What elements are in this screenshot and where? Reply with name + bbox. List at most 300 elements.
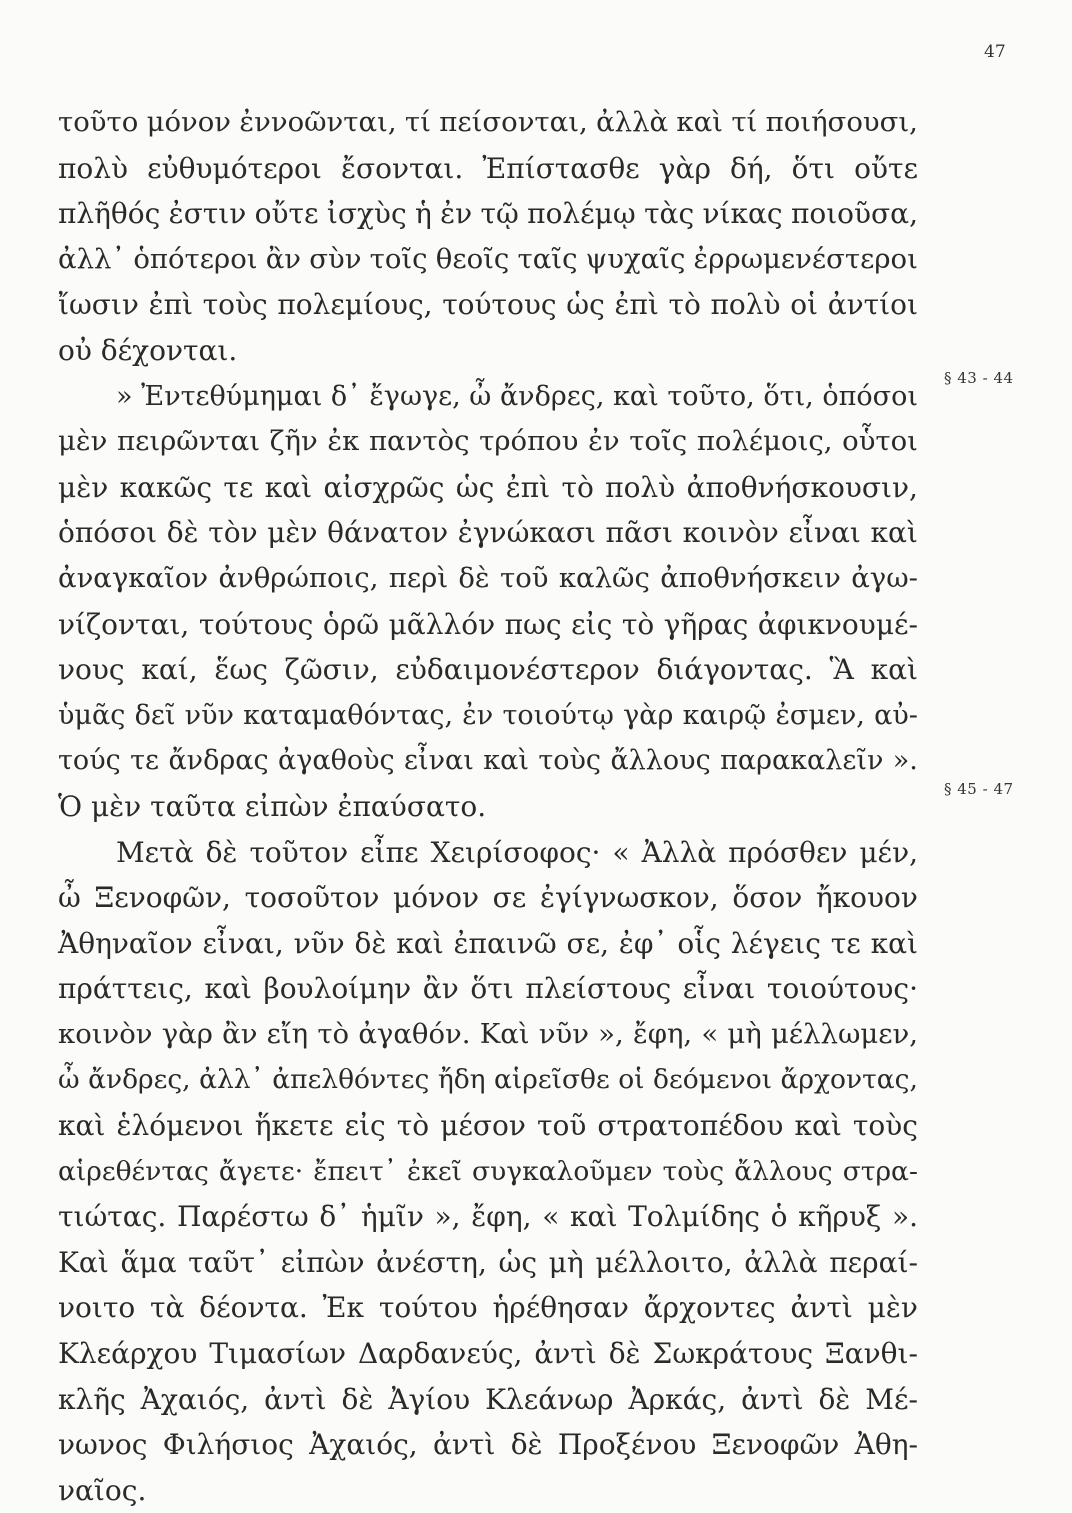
word: ἐννοῶνται, — [239, 106, 397, 138]
text-line — [58, 100, 918, 146]
word: Σωκράτους — [652, 1337, 814, 1371]
word: καὶ — [264, 470, 313, 504]
word: Ἀθηναῖον — [58, 926, 193, 960]
word: Ἀρκάς, — [628, 1382, 727, 1416]
word: μὲν — [58, 470, 109, 504]
word: δὲ — [818, 1382, 851, 1416]
word: Δαρδανεύς, — [357, 1337, 523, 1371]
word: τὰ — [150, 1291, 185, 1325]
word: καὶ — [870, 653, 918, 687]
word: τε — [130, 745, 160, 777]
word: δὲ — [608, 1337, 641, 1371]
word: ὁρῶ — [322, 607, 380, 641]
word: νῦν — [184, 699, 234, 731]
word: μόνον — [393, 881, 479, 915]
word: καὶ — [870, 516, 918, 550]
word: ὡς — [498, 1245, 538, 1279]
word: καὶ — [58, 1109, 106, 1143]
word: Κλεάρχου — [58, 1337, 198, 1371]
word: τῷ — [480, 197, 519, 231]
word: μὲν — [58, 425, 108, 458]
word: σε — [492, 881, 527, 915]
word: « — [542, 1200, 560, 1234]
text-line — [58, 966, 918, 1012]
word: ὅσον — [732, 881, 803, 915]
word: ἀλλὰ — [744, 1245, 818, 1279]
word: », — [434, 1200, 461, 1234]
word: ζῆν — [269, 425, 318, 458]
word: ἐκ — [327, 425, 360, 458]
text-line — [58, 1149, 918, 1195]
word: ἐγίγνωσκον, — [539, 881, 719, 915]
word: αὐ- — [874, 699, 918, 731]
word: ἐγνώκασι — [457, 516, 596, 550]
text-line — [58, 191, 918, 237]
word: ἀλλ᾽ — [199, 1064, 264, 1096]
word: εἰς — [571, 607, 613, 641]
word: τὸ — [561, 470, 594, 504]
word: ὁπότεροι — [133, 242, 258, 275]
word: δ᾽ — [330, 380, 361, 412]
text-line — [58, 328, 918, 374]
word: « — [612, 835, 630, 869]
word: γῆρας — [663, 607, 749, 641]
word: ἐν — [440, 197, 473, 231]
word: καὶ — [870, 926, 918, 960]
word: ποιοῦσα, — [790, 197, 918, 231]
text-line — [58, 875, 918, 921]
word: οὗτοι — [842, 425, 918, 458]
word: νῦν — [538, 1017, 589, 1050]
word: Ἀχαιός, — [140, 1382, 250, 1416]
word: πολὺ — [710, 288, 781, 322]
word: ἐν — [588, 425, 620, 458]
word: ὡς — [566, 288, 605, 322]
word: ἔγωγε, — [369, 380, 461, 412]
word: παρακαλεῖν — [720, 745, 884, 777]
text-line — [58, 1194, 918, 1240]
word: σε, — [566, 926, 610, 960]
text-line — [58, 1012, 918, 1058]
word: ὅτι, — [763, 380, 814, 412]
word: ἀφικνουμέ- — [757, 607, 918, 641]
word: ἄλλους — [610, 745, 711, 777]
text-line — [58, 1468, 918, 1513]
word: τε — [830, 926, 861, 960]
word: οὔτε — [254, 197, 319, 231]
word: ἄνδρες, — [499, 380, 605, 412]
word: κοινὸν — [58, 1017, 153, 1050]
page-number: 47 — [984, 42, 1006, 62]
word: Ἀχαιός, — [309, 1428, 418, 1462]
word: καλῶς — [558, 561, 650, 594]
text-line — [58, 282, 918, 328]
word: παντὸς — [368, 425, 470, 458]
word: ἀγω- — [851, 561, 918, 594]
word: αἱρεῖσθε — [493, 1064, 610, 1096]
text-line — [58, 1377, 918, 1423]
margin-note-section-43-44: § 43 - 44 — [944, 369, 1014, 387]
word: γὰρ — [658, 151, 711, 185]
word: στρατοπέδου — [597, 1109, 784, 1143]
word: σὺν — [309, 242, 362, 275]
word: ἀντὶ — [741, 1382, 804, 1416]
word: ἐν — [462, 699, 494, 731]
word: γὰρ — [161, 1017, 213, 1050]
word: ἄρχοντας, — [780, 1064, 918, 1096]
word: ἐπὶ — [148, 288, 193, 322]
word: νίκας — [702, 197, 783, 231]
word: πλῆθός — [58, 197, 161, 231]
word: καὶ — [794, 1109, 842, 1143]
word: ἡ — [414, 197, 432, 231]
word: ὁπόσοι — [58, 516, 158, 550]
word: ἅμα — [120, 1245, 177, 1279]
word: καί, — [141, 653, 198, 687]
word: τοιούτῳ — [502, 699, 614, 731]
word: ἀλλ᾽ — [58, 242, 126, 275]
word: μὲν — [867, 1291, 918, 1325]
text-line — [58, 602, 918, 648]
word: Ξανθι- — [825, 1337, 918, 1371]
word: Καὶ — [479, 1017, 530, 1050]
word: μὴ — [548, 1245, 584, 1279]
word: τὸ — [668, 288, 701, 322]
word: τί — [404, 106, 431, 138]
word: πολέμῳ — [527, 197, 636, 231]
word: νους — [58, 653, 125, 687]
text-line — [58, 374, 918, 420]
word: τοῖς — [369, 242, 428, 275]
word: Τολμίδης — [628, 1200, 760, 1234]
word: μέσον — [440, 1109, 526, 1143]
word: πολὺ — [58, 151, 129, 185]
word: ἥκετε — [254, 1109, 334, 1143]
word: « — [701, 1017, 719, 1050]
word: νῦν — [293, 926, 345, 960]
word: ἐπαινῶ — [453, 926, 557, 960]
word: μέλλοιτο, — [595, 1245, 733, 1279]
word: τούς — [58, 745, 121, 777]
word: μόνον — [146, 106, 232, 138]
word: Χειρίσοφος· — [430, 835, 601, 869]
text-line-content: Ὁ μὲν ταῦτα εἰπὼν ἐπαύσατο. — [58, 789, 487, 823]
word: πολεμίους, — [277, 288, 433, 322]
text-line — [58, 784, 918, 830]
word: Ἀγίου — [388, 1382, 471, 1416]
word: μὴ — [727, 1017, 762, 1050]
word: ἀντὶ — [534, 1337, 597, 1371]
word: ὑμᾶς — [58, 699, 126, 731]
word: δή, — [730, 151, 773, 185]
word: ἄρχοντες — [643, 1291, 776, 1325]
word: περὶ — [388, 561, 449, 594]
text-line-content: οὐ δέχονται. — [58, 333, 238, 367]
word: ἐπὶ — [614, 288, 659, 322]
text-line — [58, 1285, 918, 1331]
word: ἀπελθόντες — [272, 1064, 430, 1096]
word: Κλεάνωρ — [485, 1382, 614, 1416]
word: ὅτι — [470, 972, 514, 1006]
word: καὶ — [676, 106, 723, 138]
word: τοῦ — [536, 1109, 587, 1143]
word: Ξενοφῶν — [711, 1428, 840, 1462]
word: καὶ — [570, 1200, 618, 1234]
word: καταμαθόντας, — [243, 699, 454, 731]
word: Φιλήσιος — [162, 1428, 294, 1462]
word: καὶ — [613, 380, 659, 412]
word: ὡς — [455, 470, 495, 504]
word: μὲν — [267, 516, 318, 550]
word: Ἐκ — [322, 1291, 365, 1325]
word: τούτους — [198, 607, 314, 641]
word: δεῖ — [134, 699, 176, 731]
word: ἔπειτ᾽ — [313, 1155, 397, 1187]
word: καὶ — [483, 745, 529, 777]
word: πράττεις, — [58, 972, 193, 1006]
word: ἔφη, — [632, 1017, 693, 1050]
word: διάγοντας. — [656, 653, 813, 687]
word: τιώτας. — [58, 1200, 167, 1234]
word: ἐρρωμενέστεροι — [693, 242, 918, 275]
word: τοὺς — [852, 1109, 918, 1143]
word: μᾶλλόν — [388, 607, 496, 641]
word: οὔτε — [854, 151, 918, 185]
word: κακῶς — [119, 470, 213, 504]
word: βουλοίμην — [263, 972, 412, 1006]
word: οἱ — [618, 1064, 645, 1096]
word: τρόπου — [479, 425, 579, 458]
word: πείσονται, — [439, 106, 588, 138]
word: εὐδαιμονέστερον — [395, 653, 640, 687]
word: δὲ — [354, 926, 387, 960]
word: Παρέστω — [176, 1200, 309, 1234]
word: εἶναι — [682, 972, 756, 1006]
word: στρα- — [842, 1155, 918, 1187]
word: ἡρέθησαν — [492, 1291, 629, 1325]
word: Καὶ — [58, 1245, 109, 1279]
word: λέγεις — [730, 926, 821, 960]
word: ἀγαθοὺς — [277, 745, 395, 777]
word: ὦ — [58, 881, 81, 915]
word: ἀναγκαῖον — [58, 561, 209, 594]
word: τούτου — [378, 1291, 478, 1325]
word: Ἐντεθύμημαι — [141, 380, 323, 412]
word: πᾶσι — [605, 516, 673, 550]
word: ἄλλους — [734, 1155, 833, 1187]
word: τοσοῦτον — [244, 881, 380, 915]
word: πολὺ — [605, 470, 676, 504]
word: ἡμῖν — [360, 1200, 424, 1234]
text-line — [58, 1331, 918, 1377]
word: ἕως — [214, 653, 268, 687]
word: τοῦτον — [249, 835, 349, 869]
word: ἀνέστη, — [376, 1245, 487, 1279]
word: τοιούτους· — [766, 972, 918, 1006]
word: ἀγαθόν. — [358, 1017, 471, 1050]
word: ἀντίοι — [827, 288, 918, 322]
body-text — [58, 100, 918, 1513]
word: μέν, — [859, 835, 918, 869]
word: εἴη — [266, 1017, 309, 1050]
word: δέοντα. — [199, 1291, 308, 1325]
word: ἀντὶ — [790, 1291, 853, 1325]
word: δὲ — [458, 561, 490, 594]
word: Ἃ — [829, 653, 854, 687]
word: ἐφ᾽ — [618, 926, 668, 960]
word: ὦ — [58, 1064, 80, 1096]
word: ἄνδρες, — [88, 1064, 191, 1096]
word: τούτους — [442, 288, 557, 322]
word: δὲ — [166, 516, 199, 550]
word: τοῦ — [500, 561, 549, 594]
word: » — [116, 380, 133, 412]
word: ». — [892, 745, 918, 777]
word: ἴωσιν — [58, 288, 139, 322]
word: Μέ- — [865, 1382, 918, 1416]
word: ἐπὶ — [505, 470, 551, 504]
word: ἐκεῖ — [407, 1155, 462, 1187]
word: τί — [731, 106, 758, 138]
word: ἤδη — [437, 1064, 486, 1096]
word: τοῦτο — [58, 106, 139, 138]
word: νωνος — [58, 1428, 148, 1462]
word: ἑλόμενοι — [116, 1109, 244, 1143]
word: τοὺς — [538, 745, 602, 777]
word: ὅτι — [791, 151, 835, 185]
word: Τιμασίων — [209, 1337, 347, 1371]
word: Ἀθη- — [854, 1428, 918, 1462]
text-line — [58, 1103, 918, 1149]
word: ἔφη, — [471, 1200, 532, 1234]
text-line — [58, 419, 918, 465]
word: τὸν — [208, 516, 258, 550]
word: νοιτο — [58, 1291, 136, 1325]
word: θεοῖς — [435, 242, 510, 275]
text-line — [58, 830, 918, 876]
word: Μετὰ — [116, 835, 194, 869]
text-line — [58, 921, 918, 967]
word: ἤκουον — [815, 881, 918, 915]
word: ἐστιν — [168, 197, 247, 231]
word: αἰσχρῶς — [323, 470, 445, 504]
word: εἶπε — [360, 835, 419, 869]
word: ἐσμεν, — [775, 699, 865, 731]
word: καιρῷ — [682, 699, 767, 731]
word: περαί- — [829, 1245, 918, 1279]
word: πειρῶνται — [117, 425, 260, 458]
word: οἱ — [790, 288, 819, 322]
word: ἀνθρώποις, — [218, 561, 379, 594]
word: εἰπὼν — [280, 1245, 365, 1279]
word: ταῖς — [517, 242, 578, 275]
word: δεόμενοι — [653, 1064, 773, 1096]
word: ἰσχὺς — [326, 197, 407, 231]
word: ἀντὶ — [432, 1428, 496, 1462]
word: ἂν — [265, 242, 302, 275]
word: εἶναι — [404, 745, 474, 777]
word: αἱρεθέντας — [58, 1155, 209, 1187]
word: ἂν — [222, 1017, 258, 1050]
word: Ἐπίστασθε — [482, 151, 640, 185]
word: ὦ — [469, 380, 492, 412]
word: Ξενοφῶν, — [94, 881, 231, 915]
text-line — [58, 738, 918, 784]
word: ἂν — [422, 972, 459, 1006]
text-line — [58, 146, 918, 192]
text-line — [58, 237, 918, 283]
text-line — [58, 1240, 918, 1286]
word: τὰς — [644, 197, 695, 231]
word: ». — [891, 1200, 918, 1234]
word: ἀντὶ — [264, 1382, 327, 1416]
word: κλῆς — [58, 1382, 126, 1416]
text-line — [58, 1422, 918, 1468]
word: νίζονται, — [58, 607, 190, 641]
word: Ἀλλὰ — [641, 835, 717, 869]
word: πρόσθεν — [728, 835, 848, 869]
word: τοῖς — [629, 425, 688, 458]
text-line — [58, 1057, 918, 1103]
word: », — [598, 1017, 624, 1050]
word: εἶναι — [788, 516, 861, 550]
word: καὶ — [396, 926, 444, 960]
word: πλείστους — [525, 972, 672, 1006]
word: ἔσονται. — [341, 151, 464, 185]
text-line — [58, 556, 918, 602]
word: ζῶσιν, — [284, 653, 379, 687]
word: συγκαλοῦμεν — [472, 1155, 653, 1187]
word: τοὺς — [202, 288, 268, 322]
word: εἶναι, — [202, 926, 284, 960]
word: τὸ — [396, 1109, 430, 1143]
word: πως — [504, 607, 562, 641]
word: τὸ — [621, 607, 655, 641]
word: εἰς — [344, 1109, 386, 1143]
word: ἀλλὰ — [596, 106, 669, 138]
text-line — [58, 465, 918, 511]
word: τὸ — [317, 1017, 350, 1050]
text-line-content: ναῖος. — [58, 1473, 147, 1507]
margin-note-section-45-47: § 45 - 47 — [944, 780, 1014, 798]
word: δὲ — [205, 835, 238, 869]
word: κοινὸν — [682, 516, 779, 550]
word: ὁ — [770, 1200, 788, 1234]
word: μέλλωμεν, — [770, 1017, 918, 1050]
word: ποιήσουσι, — [765, 106, 918, 138]
word: τοὺς — [662, 1155, 725, 1187]
word: εὐθυμότεροι — [147, 151, 322, 185]
text-line — [58, 693, 918, 739]
word: ὁπόσοι — [822, 380, 918, 412]
word: δὲ — [510, 1428, 543, 1462]
word: ἀποθνήσκειν — [660, 561, 841, 594]
word: ἄγετε· — [218, 1155, 304, 1187]
word: ἀποθνήσκουσιν, — [686, 470, 918, 504]
word: ψυχαῖς — [585, 242, 686, 275]
word: τε — [223, 470, 254, 504]
word: θάνατον — [327, 516, 449, 550]
word: πολέμοις, — [696, 425, 833, 458]
word: τοῦτο, — [667, 380, 755, 412]
word: γὰρ — [623, 699, 674, 731]
text-line — [58, 647, 918, 693]
word: δ᾽ — [319, 1200, 351, 1234]
word: ἄνδρας — [168, 745, 269, 777]
word: δὲ — [341, 1382, 374, 1416]
word: Προξένου — [557, 1428, 697, 1462]
word: ταῦτ᾽ — [188, 1245, 270, 1279]
